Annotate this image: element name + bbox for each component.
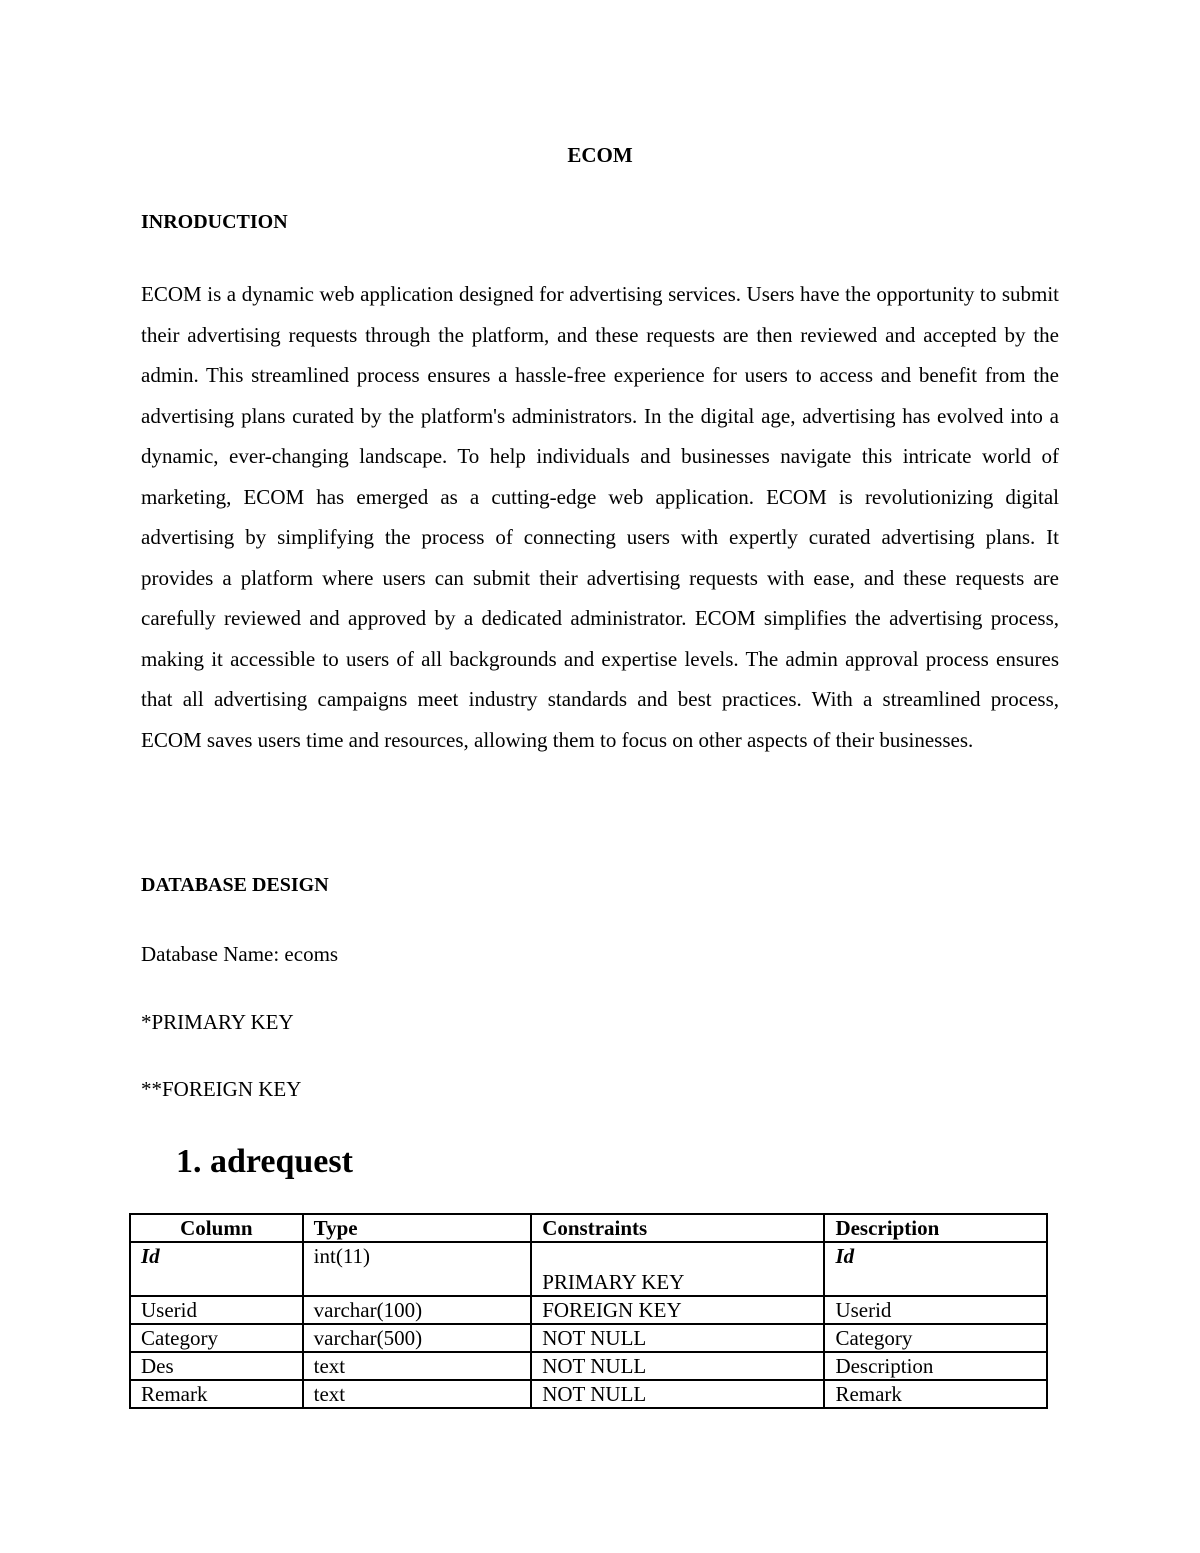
cell-description: Remark	[824, 1380, 1047, 1408]
table-row	[130, 1242, 1047, 1296]
table-row	[130, 1296, 1047, 1324]
cell-column: Remark	[130, 1380, 303, 1408]
table-row	[130, 1380, 1047, 1408]
cell-description: Category	[824, 1324, 1047, 1352]
cell-description: Description	[824, 1352, 1047, 1380]
cell-column: Id	[130, 1242, 303, 1296]
cell-constraints: NOT NULL	[531, 1324, 824, 1352]
cell-constraints	[531, 1242, 824, 1296]
cell-column: Des	[130, 1352, 303, 1380]
cell-type: text	[303, 1352, 532, 1380]
database-name-line: Database Name: ecoms	[141, 942, 339, 966]
cell-constraints: FOREIGN KEY	[531, 1296, 824, 1324]
introduction-paragraph: ECOM is a dynamic web application designed for advertising services. Users have the opportunity to submit their advertising requests through the platform, and these requests are then reviewed and accepted by the admin. This streamlined process ensures a hassle-free experience for users to access and benefit from the advertising plans curated by the platform's administrators. In the digital age, advertising has evolved into a dynamic, ever-changing landscape. To help individuals and businesses navigate this intricate world of marketing, ECOM has emerged as a cutting-edge web application. ECOM is revolutionizing digital advertising by simplifying the process of connecting users with expertly curated advertising plans. It provides a platform where users can submit their advertising requests with ease, and these requests are carefully reviewed and approved by a dedicated administrator. ECOM simplifies the advertising process, making it accessible to users of all backgrounds and expertise levels. The admin approval process ensures that all advertising campaigns meet industry standards and best practices. With a streamlined process, ECOM saves users time and resources, allowing them to focus on other aspects of their businesses.	[141, 282, 1059, 752]
foreign-key-note: **FOREIGN KEY	[141, 1077, 302, 1101]
cell-column: Category	[130, 1324, 303, 1352]
cell-description: Id	[824, 1242, 1047, 1296]
table-row	[130, 1324, 1047, 1352]
document-title: ECOM	[567, 143, 633, 167]
cell-constraints: NOT NULL	[531, 1380, 824, 1408]
header-type: Type	[303, 1214, 532, 1242]
header-description: Description	[824, 1214, 1047, 1242]
adrequest-table	[129, 1213, 1048, 1409]
database-design-heading: DATABASE DESIGN	[141, 874, 329, 896]
cell-type: text	[303, 1380, 532, 1408]
introduction-heading: INRODUCTION	[141, 211, 288, 233]
adrequest-table-title: 1. adrequest	[176, 1143, 353, 1180]
cell-type: varchar(100)	[303, 1296, 532, 1324]
cell-description: Userid	[824, 1296, 1047, 1324]
cell-column: Userid	[130, 1296, 303, 1324]
cell-type: int(11)	[303, 1242, 532, 1296]
table-row	[130, 1352, 1047, 1380]
primary-key-note: *PRIMARY KEY	[141, 1010, 294, 1034]
header-constraints: Constraints	[531, 1214, 824, 1242]
cell-constraints: NOT NULL	[531, 1352, 824, 1380]
cell-type: varchar(500)	[303, 1324, 532, 1352]
cell-constraints-text: PRIMARY KEY	[542, 1270, 685, 1294]
table-header-row	[130, 1214, 1047, 1242]
header-column: Column	[130, 1214, 303, 1242]
